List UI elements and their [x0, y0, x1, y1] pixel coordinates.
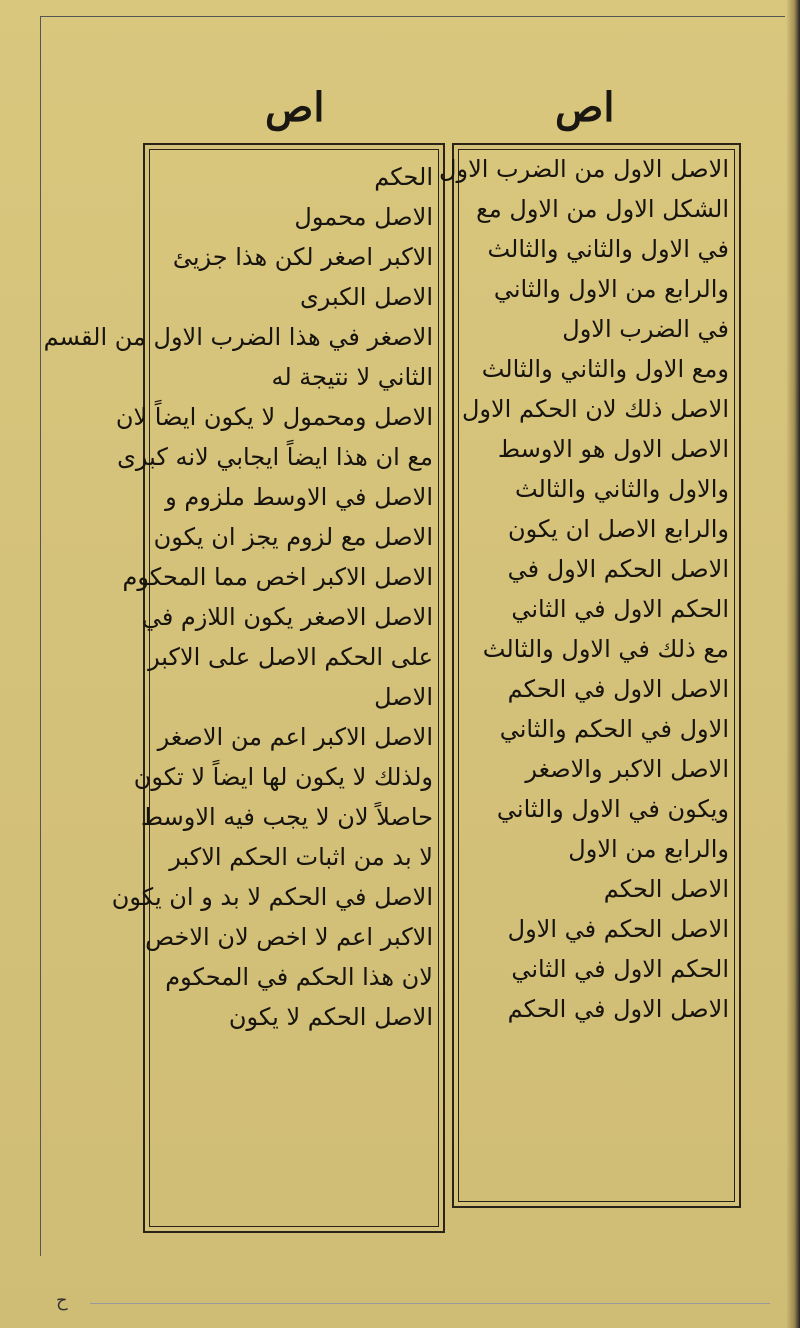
binding-shadow: [786, 0, 800, 1328]
left-lines: [43, 145, 443, 1037]
text-line: الحكم الاول في الثاني: [511, 595, 729, 623]
text-line: مع ان هذا ايضاً ايجابي لانه كبرى: [117, 443, 433, 471]
text-line: الاصل ومحمول لا يكون ايضاً لان: [115, 403, 433, 431]
text-line: الاول في الحكم والثاني: [499, 715, 729, 743]
text-line: الاصل في الحكم لا بد و ان يكون: [111, 883, 433, 911]
text-line: لا بد من اثبات الحكم الاكبر: [169, 843, 433, 871]
text-line: الاكبر اعم لا اخص لان الاخص: [145, 923, 433, 951]
text-line: مع ذلك في الاول والثالث: [482, 635, 729, 663]
text-line: والرابع الاصل ان يكون: [508, 515, 729, 543]
text-line: ولذلك لا يكون لها ايضاً لا تكون: [133, 763, 433, 791]
text-line: الاصل الاول في الحكم: [507, 675, 729, 703]
text-line: الاصل الاول هو الاوسط: [497, 435, 729, 463]
text-line: لان هذا الحكم في المحكوم: [165, 963, 433, 991]
right-column-heading: اص: [555, 84, 615, 131]
text-line: ومع الاول والثاني والثالث: [481, 355, 729, 383]
text-line: على الحكم الاصل على الاكبر: [148, 643, 433, 671]
text-line: الاصل في الاوسط ملزوم و: [165, 483, 433, 511]
text-line: في الاول والثاني والثالث: [487, 235, 729, 263]
text-line: الاصل: [374, 683, 433, 711]
text-line: الاصل الاول في الحكم: [507, 995, 729, 1023]
right-lines: [439, 145, 739, 1029]
text-line: الاصل مع لزوم يجز ان يكون: [153, 523, 433, 551]
text-line: الاصل الاصغر يكون اللازم في: [141, 603, 433, 631]
margin-mark: ﺡ: [56, 1290, 68, 1311]
text-line: الاصل الاكبر اعم من الاصغر: [157, 723, 433, 751]
text-line: الاصل الحكم: [603, 875, 729, 903]
text-line: الاصل الكبرى: [299, 283, 433, 311]
text-line: في الضرب الاول: [562, 315, 729, 343]
text-line: الاصل الاكبر والاصغر: [525, 755, 729, 783]
text-line: الاكبر اصغر لكن هذا جزيئ: [172, 243, 433, 271]
text-line: والاول والثاني والثالث: [514, 475, 729, 503]
text-line: الاصل الحكم في الاول: [507, 915, 729, 943]
text-line: والرابع من الاول: [568, 835, 729, 863]
text-line: الاصل الاكبر اخص مما المحكوم: [122, 563, 433, 591]
text-line: الحكم الاول في الثاني: [511, 955, 729, 983]
text-line: الحكم: [374, 163, 433, 191]
right-text-column: [439, 143, 741, 1208]
text-line: الاصل الحكم الاول في: [507, 555, 729, 583]
text-line: الاصغر في هذا الضرب الاول من القسم: [43, 323, 433, 351]
left-column-heading: اص: [265, 84, 325, 131]
text-line: الشكل الاول من الاول مع: [476, 195, 729, 223]
text-line: الثاني لا نتيجة له: [271, 363, 433, 391]
text-line: ويكون في الاول والثاني: [496, 795, 729, 823]
text-line: الاصل الاول من الضرب الاول: [439, 155, 729, 183]
text-line: الاصل ذلك لان الحكم الاول: [461, 395, 729, 423]
text-line: الاصل محمول: [294, 203, 433, 231]
left-rule: [40, 16, 41, 1256]
text-line: حاصلاً لان لا يجب فيه الاوسط: [140, 803, 433, 831]
text-line: الاصل الحكم لا يكون: [228, 1003, 433, 1031]
top-rule: [40, 16, 785, 17]
text-line: والرابع من الاول والثاني: [493, 275, 729, 303]
left-text-column: [43, 143, 445, 1233]
bottom-rule: [90, 1303, 770, 1304]
